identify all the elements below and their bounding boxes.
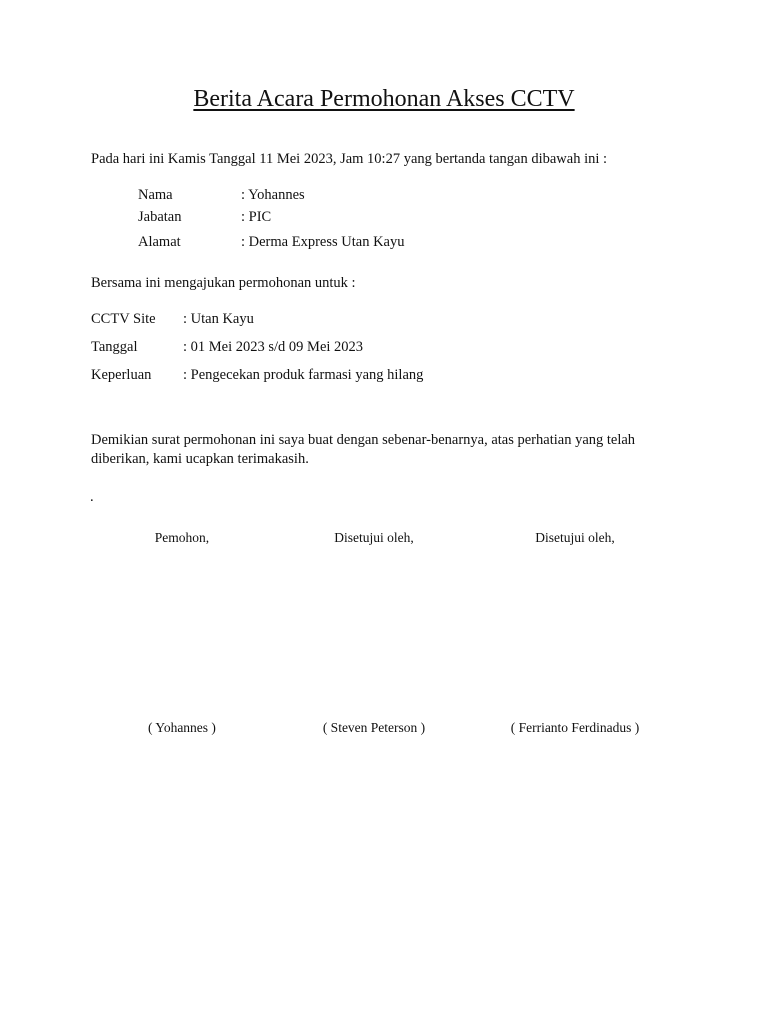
cctv-site-value: : Utan Kayu [183, 311, 254, 327]
signature-role-pemohon: Pemohon, [154, 530, 210, 545]
document-title: Berita Acara Permohonan Akses CCTV [193, 86, 575, 112]
nama-value: : Yohannes [241, 187, 305, 203]
tanggal-value: : 01 Mei 2023 s/d 09 Mei 2023 [183, 339, 364, 355]
alamat-value: : Derma Express Utan Kayu [241, 234, 405, 250]
jabatan-value: : PIC [241, 209, 272, 225]
keperluan-value: : Pengecekan produk farmasi yang hilang [183, 367, 424, 383]
request-intro: Bersama ini mengajukan permohonan untuk : [91, 275, 356, 291]
jabatan-label: Jabatan [138, 209, 182, 225]
tanggal-label: Tanggal [91, 339, 138, 355]
signature-role-approver-2: Disetujui oleh, [535, 530, 615, 545]
closing-paragraph: Demikian surat permohonan ini saya buat dengan sebenar-benarnya, atas perhatian yang telah diberikan, kami ucapkan terimakasih. [91, 432, 636, 467]
intro-text: Pada hari ini Kamis Tanggal 11 Mei 2023, Jam 10:27 yang bertanda tangan dibawah ini : [91, 151, 608, 167]
keperluan-label: Keperluan [91, 367, 152, 383]
nama-label: Nama [138, 187, 173, 203]
signature-name-approver-2: ( Ferrianto Ferdinadus ) [510, 720, 640, 735]
stray-dot: . [90, 489, 94, 505]
signature-name-approver-1: ( Steven Peterson ) [322, 720, 426, 735]
signature-role-approver-1: Disetujui oleh, [334, 530, 414, 545]
alamat-label: Alamat [138, 234, 181, 250]
cctv-site-label: CCTV Site [91, 311, 156, 327]
signature-name-pemohon: ( Yohannes ) [148, 720, 216, 735]
